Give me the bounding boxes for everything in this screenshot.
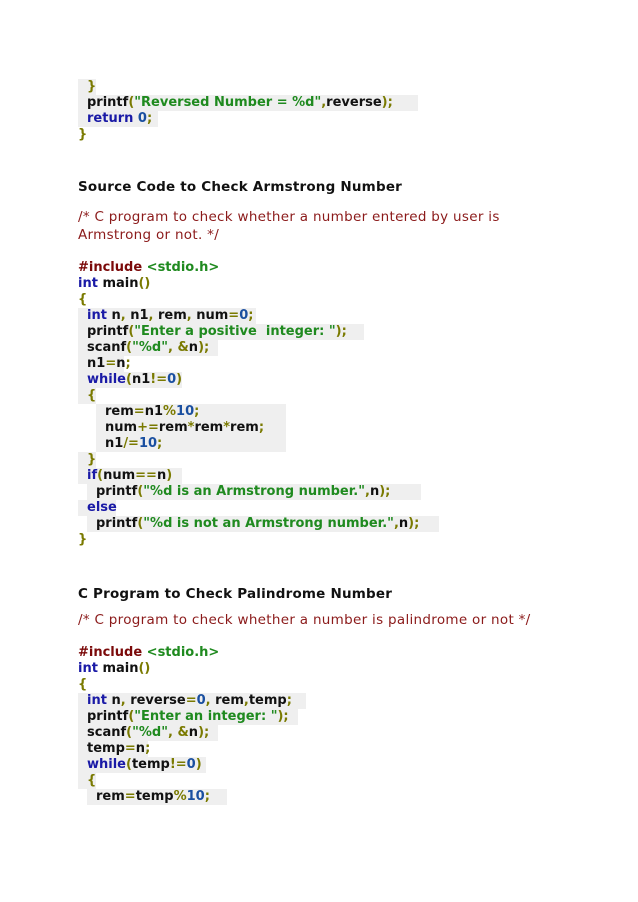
code-token: "%d is not an Armstrong number." [143, 516, 394, 531]
code-token: ; [286, 693, 292, 708]
code-token: ( [128, 95, 135, 110]
code-token: ; [125, 356, 131, 371]
code-token: scanf [87, 725, 127, 740]
code-line [78, 484, 598, 500]
code-token: } [78, 532, 88, 547]
code-block-palindrome [78, 645, 598, 805]
code-token: 10 [176, 404, 195, 419]
code-token: n [398, 516, 409, 531]
code-line [78, 500, 598, 516]
code-token: rem [230, 420, 259, 435]
code-token: ) [176, 372, 183, 387]
code-token: 0 [137, 111, 147, 126]
code-token: rem [157, 308, 187, 323]
code-token: rem [158, 420, 188, 435]
code-token: "%d" [132, 340, 168, 355]
code-token: ); [381, 95, 393, 110]
code-line [78, 292, 598, 308]
code-line [78, 773, 598, 789]
code-token: { [87, 773, 97, 788]
code-token: int [87, 308, 112, 323]
code-token: () [138, 276, 151, 291]
code-token: != [169, 757, 187, 772]
code-token: , [365, 484, 370, 499]
code-comment-palindrome: /* C program to check whether a number is palindrome or not */ [78, 612, 531, 628]
code-token: #include [78, 645, 147, 660]
code-line [78, 404, 598, 420]
code-token: n1 [131, 372, 151, 387]
code-token: n [156, 468, 167, 483]
code-token: ) [195, 757, 202, 772]
code-token: printf [87, 324, 129, 339]
code-token: n1 [130, 308, 149, 323]
code-token: () [138, 661, 151, 676]
code-token: ; [145, 741, 151, 756]
code-token: ( [137, 484, 144, 499]
code-token: , [120, 308, 131, 323]
code-token: += [137, 420, 159, 435]
code-token: , [393, 516, 399, 531]
code-token: ); [335, 324, 347, 339]
code-token: 10 [138, 436, 158, 451]
code-token: % [173, 789, 187, 804]
code-token: , [120, 693, 131, 708]
code-line [78, 260, 598, 276]
code-token: n [188, 340, 199, 355]
code-token: int [87, 693, 112, 708]
code-token: ( [126, 725, 133, 740]
code-line [78, 452, 598, 468]
code-line [78, 789, 598, 805]
code-token: n1 [87, 356, 106, 371]
code-line [78, 276, 598, 292]
code-line [78, 420, 598, 436]
code-token: printf [96, 516, 138, 531]
code-token: ( [128, 709, 135, 724]
code-token: reverse [326, 95, 382, 110]
code-token: if [87, 468, 98, 483]
code-token: n [111, 693, 121, 708]
code-line [78, 79, 598, 95]
code-lines [78, 79, 598, 143]
code-token: = [105, 356, 117, 371]
code-line [78, 356, 598, 372]
code-token: temp [248, 693, 287, 708]
code-token: ; [248, 308, 254, 323]
code-token: ); [379, 484, 391, 499]
code-line [78, 661, 598, 677]
code-line [78, 693, 598, 709]
code-token: int [78, 276, 103, 291]
code-token: /= [123, 436, 139, 451]
code-token: num [103, 468, 136, 483]
code-token: 10 [186, 789, 205, 804]
code-token: <stdio.h> [146, 645, 220, 660]
code-token: % [163, 404, 177, 419]
code-line [78, 741, 598, 757]
code-line [78, 324, 598, 340]
code-token: printf [87, 95, 129, 110]
code-token: ; [157, 436, 163, 451]
code-token: "Reversed Number = %d" [134, 95, 322, 110]
code-token: 0 [196, 693, 206, 708]
code-token: temp [87, 741, 125, 756]
code-token: printf [87, 709, 129, 724]
code-line [78, 308, 598, 324]
code-token: ; [258, 420, 265, 435]
code-token: n1 [105, 436, 124, 451]
code-token: , [321, 95, 327, 110]
code-token: ( [97, 468, 104, 483]
code-token: <stdio.h> [146, 260, 220, 275]
code-token: ( [128, 324, 135, 339]
code-token: n [116, 356, 126, 371]
code-token: rem [194, 420, 224, 435]
code-token: while [87, 757, 126, 772]
code-token: * [223, 420, 231, 435]
code-line [78, 111, 598, 127]
code-token: else [87, 500, 117, 515]
code-token: , & [167, 725, 189, 740]
code-token: 0 [167, 372, 177, 387]
code-token: , & [167, 340, 189, 355]
code-token: reverse [130, 693, 186, 708]
code-token: , [148, 308, 158, 323]
code-line [78, 95, 598, 111]
code-token: rem [96, 789, 125, 804]
code-token: "Enter a positive integer: " [134, 324, 336, 339]
code-token: rem [105, 404, 134, 419]
code-token: { [78, 677, 88, 692]
code-line [78, 516, 598, 532]
code-token: n [135, 741, 146, 756]
section-heading-armstrong: Source Code to Check Armstrong Number [78, 179, 403, 195]
code-token: n [369, 484, 380, 499]
code-token: scanf [87, 340, 127, 355]
code-token: ( [126, 757, 132, 772]
code-token: ; [146, 111, 153, 126]
code-token: != [150, 372, 168, 387]
code-token: ; [194, 404, 200, 419]
code-token: { [78, 292, 88, 307]
code-token: ) [166, 468, 173, 483]
code-token: return [87, 111, 138, 126]
code-token: } [87, 452, 97, 467]
code-token: ); [198, 725, 210, 740]
code-token: { [87, 388, 97, 403]
code-token: , [186, 308, 197, 323]
code-token: 0 [239, 308, 249, 323]
code-token: ( [137, 516, 144, 531]
code-block-armstrong [78, 260, 598, 548]
code-token: ); [198, 340, 210, 355]
code-token: #include [78, 260, 147, 275]
code-token: = [124, 741, 136, 756]
code-token: n1 [144, 404, 163, 419]
code-token: * [187, 420, 195, 435]
document-page [78, 79, 598, 805]
code-token: } [78, 127, 88, 142]
code-token: num [105, 420, 138, 435]
code-token: = [185, 693, 197, 708]
code-line [78, 340, 598, 356]
code-token: = [228, 308, 240, 323]
code-token: printf [96, 484, 138, 499]
code-line [78, 372, 598, 388]
code-token: ; [204, 789, 210, 804]
code-line [78, 757, 598, 773]
code-token: , [205, 693, 216, 708]
code-line [78, 725, 598, 741]
code-line [78, 645, 598, 661]
code-comment-armstrong: /* C program to check whether a number entered by user is Armstrong or not. */ [78, 209, 500, 243]
code-token: 0 [186, 757, 196, 772]
code-token: == [135, 468, 157, 483]
code-line [78, 127, 598, 143]
code-line [78, 436, 598, 452]
code-token: temp [135, 789, 174, 804]
code-token: num [196, 308, 229, 323]
section-heading-palindrome: C Program to Check Palindrome Number [78, 586, 393, 602]
code-line [78, 709, 598, 725]
code-token: int [78, 661, 103, 676]
code-token: main [102, 276, 139, 291]
code-line [78, 677, 598, 693]
code-block-reverse-end [78, 79, 598, 143]
code-token: main [102, 661, 139, 676]
code-token: ( [126, 372, 132, 387]
code-token: = [124, 789, 136, 804]
code-token: } [87, 79, 97, 94]
code-token: temp [131, 757, 170, 772]
code-token: "%d" [132, 725, 168, 740]
code-token: n [188, 725, 199, 740]
code-line [78, 388, 598, 404]
code-token: "%d is an Armstrong number." [143, 484, 366, 499]
code-token: n [111, 308, 121, 323]
code-token: while [87, 372, 126, 387]
code-token: ); [408, 516, 420, 531]
code-token: = [133, 404, 145, 419]
code-token: "Enter an integer: " [134, 709, 278, 724]
code-line [78, 468, 598, 484]
code-line [78, 532, 598, 548]
code-token: ( [126, 340, 133, 355]
code-token: ); [277, 709, 289, 724]
code-token: , [243, 693, 249, 708]
code-token: rem [215, 693, 244, 708]
